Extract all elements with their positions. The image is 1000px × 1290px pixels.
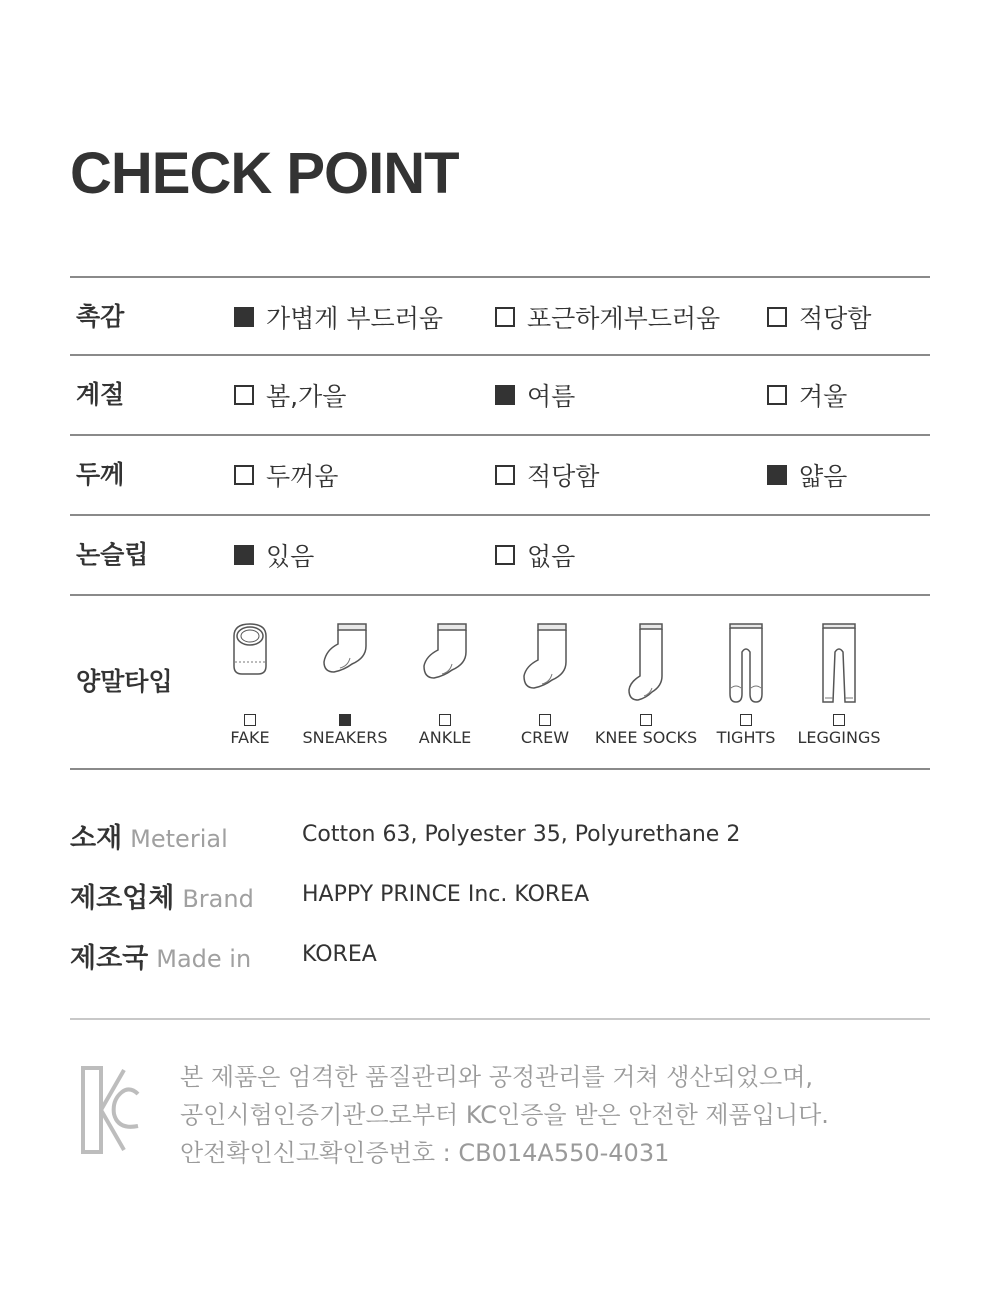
option xyxy=(234,278,443,356)
checkbox-unchecked xyxy=(234,385,254,405)
sock-type-label: CREW xyxy=(520,728,570,747)
sock-type-sneakers xyxy=(290,596,400,768)
option-label: 여름 xyxy=(527,382,576,411)
row-nonslip xyxy=(70,516,930,596)
option xyxy=(767,356,847,434)
spec-brand xyxy=(70,870,930,930)
notice-line: 공인시험인증기관으로부터 KC인증을 받은 안전한 제품입니다. xyxy=(180,1101,829,1129)
row-label: 논슬립 xyxy=(76,540,149,569)
row-sock-type xyxy=(70,596,930,770)
option-label: 가볍게 부드러움 xyxy=(266,304,443,333)
checkbox-unchecked xyxy=(244,714,256,726)
option-label: 포근하게부드러움 xyxy=(527,304,721,333)
spec-list xyxy=(70,810,930,990)
sock-type-fake xyxy=(195,596,305,768)
spec-value: Cotton 63, Polyester 35, Polyurethane 2 xyxy=(302,822,741,847)
sock-type-leggings xyxy=(784,596,894,768)
ankle-sock-icon xyxy=(420,622,470,682)
sock-type-crew xyxy=(490,596,600,768)
option xyxy=(495,516,575,594)
option-label: 적당함 xyxy=(527,462,600,491)
spec-key-en: Made in xyxy=(156,945,252,973)
option xyxy=(495,278,720,356)
checkbox-unchecked xyxy=(495,465,515,485)
spec-key-en: Brand xyxy=(182,885,254,913)
checkbox-unchecked xyxy=(767,385,787,405)
sock-type-label: KNEE SOCKS xyxy=(594,728,698,747)
spec-value: HAPPY PRINCE Inc. KOREA xyxy=(302,882,590,907)
sock-type-label: SNEAKERS xyxy=(302,728,388,747)
sock-type-ankle xyxy=(390,596,500,768)
sneakers-sock-icon xyxy=(320,622,370,678)
notice-line: 본 제품은 엄격한 품질관리와 공정관리를 거쳐 생산되었으며, xyxy=(180,1063,814,1091)
option xyxy=(767,278,871,356)
spec-key-en: Meterial xyxy=(130,825,228,853)
checkbox-unchecked xyxy=(234,465,254,485)
checkbox-checked xyxy=(339,714,351,726)
option-label: 적당함 xyxy=(799,304,872,333)
kc-certification-notice xyxy=(180,1058,829,1172)
spec-key xyxy=(70,876,254,915)
option-label: 봄,가을 xyxy=(266,382,347,411)
checkbox-unchecked xyxy=(495,307,515,327)
checkbox-unchecked xyxy=(833,714,845,726)
option-label: 없음 xyxy=(527,542,576,571)
checkbox-unchecked xyxy=(740,714,752,726)
spec-key xyxy=(70,816,228,855)
sock-type-knee xyxy=(591,596,701,768)
fake-sock-icon xyxy=(230,622,270,678)
check-point-table xyxy=(70,276,930,770)
option xyxy=(234,356,346,434)
option xyxy=(495,356,575,434)
kc-mark-logo xyxy=(80,1064,142,1156)
row-label: 계절 xyxy=(76,380,125,409)
sock-type-label: ANKLE xyxy=(418,728,472,747)
spec-made-in xyxy=(70,930,930,990)
divider xyxy=(70,1018,930,1020)
spec-key-ko: 제조업체 xyxy=(70,883,175,914)
spec-key-ko: 소재 xyxy=(70,823,123,854)
option-label: 겨울 xyxy=(799,382,848,411)
sock-type-label: FAKE xyxy=(230,728,270,747)
checkbox-unchecked xyxy=(767,307,787,327)
knee-sock-icon xyxy=(626,622,666,702)
row-thickness xyxy=(70,436,930,516)
sock-type-label: TIGHTS xyxy=(716,728,776,747)
option xyxy=(234,436,338,514)
checkbox-unchecked xyxy=(539,714,551,726)
option xyxy=(767,436,847,514)
spec-material xyxy=(70,810,930,870)
checkbox-checked xyxy=(495,385,515,405)
checkbox-checked xyxy=(234,307,254,327)
row-touch xyxy=(70,276,930,356)
row-label: 두께 xyxy=(76,460,125,489)
option-label: 얇음 xyxy=(799,462,848,491)
spec-key-ko: 제조국 xyxy=(70,943,149,974)
notice-line: 안전확인신고확인증번호 : CB014A550-4031 xyxy=(180,1139,670,1167)
crew-sock-icon xyxy=(520,622,570,692)
checkbox-checked xyxy=(234,545,254,565)
sock-type-label: LEGGINGS xyxy=(797,728,881,747)
spec-key xyxy=(70,936,251,975)
row-label: 양말타입 xyxy=(76,667,173,696)
page-title: CHECK POINT xyxy=(70,141,459,206)
checkbox-unchecked xyxy=(640,714,652,726)
checkbox-unchecked xyxy=(495,545,515,565)
checkbox-unchecked xyxy=(439,714,451,726)
option-label: 두꺼움 xyxy=(266,462,339,491)
option-label: 있음 xyxy=(266,542,315,571)
row-label: 촉감 xyxy=(76,302,125,331)
option xyxy=(234,516,314,594)
checkbox-checked xyxy=(767,465,787,485)
row-season xyxy=(70,356,930,436)
tights-icon xyxy=(728,622,764,704)
option xyxy=(495,436,599,514)
spec-value: KOREA xyxy=(302,942,377,967)
leggings-icon xyxy=(821,622,857,704)
